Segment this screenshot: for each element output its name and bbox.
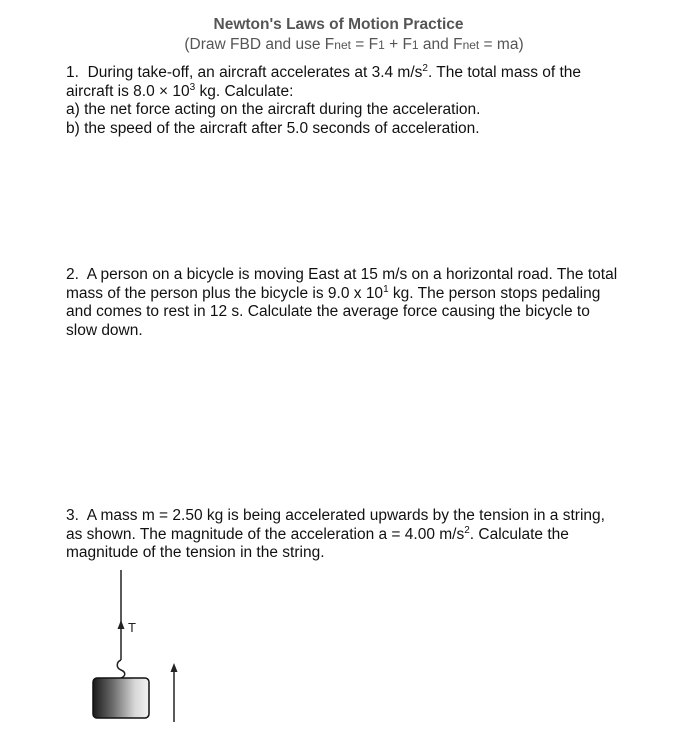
subtitle-mid-1: = F [350,36,379,53]
question-3-accel-exponent: 2 [464,524,470,536]
question-3-text-1: A mass m = 2.50 kg is being accelerated upwards by the tension in a string, [86,507,605,524]
question-2-line-1 [66,266,656,285]
question-2-text-2b: kg. The person stops pedaling [388,284,601,302]
tension-arrowhead [118,620,125,629]
question-1-calculate-text: kg. Calculate: [195,82,294,100]
question-1-text-a: During take-off, an aircraft accelerates at 3.4 m/s [87,64,423,81]
hook [117,660,125,678]
question-1-line-1 [66,64,656,83]
question-1-mass-exponent: 3 [189,81,196,93]
question-3-line-1 [66,507,656,526]
question-2-line-2 [66,285,656,304]
question-1-part-b: b) the speed of the aircraft after 5.0 seconds of acceleration. [66,119,480,137]
question-3-line-3: magnitude of the tension in the string. [66,544,325,561]
question-3-text-2b: . Calculate the [469,525,569,543]
question-1-text-b: . The total mass of the [427,64,582,81]
question-3-number: 3. [66,507,79,524]
question-2-line-3: and comes to rest in 12 s. Calculate the average force causing the bicycle to [66,303,590,320]
subtitle-subscript-net: net [334,38,351,52]
question-1-number: 1. [66,64,79,81]
page-title: Newton's Laws of Motion Practice [213,16,464,33]
tension-diagram [80,560,200,730]
subtitle-mid-3: and F [418,36,463,53]
question-1-line-2 [66,83,656,102]
mass-block [93,678,149,718]
question-2-line-4: slow down. [66,321,143,339]
subtitle-subscript-1: 1 [378,38,385,52]
question-2-number: 2. [66,266,79,283]
question-2 [66,266,656,340]
question-1 [66,64,656,138]
question-2-mass-text: mass of the person plus the bicycle is 9.0 x 10 [66,284,384,302]
question-1-part-a: a) the net force acting on the aircraft during the acceleration. [66,101,481,118]
subtitle-subscript-1b: 1 [411,38,419,52]
tension-label: T [128,620,136,635]
question-1-exponent: 2 [422,62,428,74]
question-2-text-1: A person on a bicycle is moving East at 15 m/s on a horizontal road. The total [86,266,618,283]
question-3-line-2 [66,526,656,545]
subtitle-mid-2: + F [384,36,412,53]
question-2-mass-exponent: 1 [383,283,389,295]
question-3-accel-text: as shown. The magnitude of the acceleration a = 4.00 m/s [66,525,465,543]
subtitle-prefix: (Draw FBD and use F [184,36,335,53]
question-3 [66,507,656,563]
question-1-mass-text: aircraft is 8.0 × 10 [66,82,190,100]
subtitle-suffix: = ma) [479,36,524,53]
page-subtitle [0,35,677,55]
acceleration-arrowhead [171,663,178,672]
subtitle-subscript-net-b: net [462,38,480,52]
